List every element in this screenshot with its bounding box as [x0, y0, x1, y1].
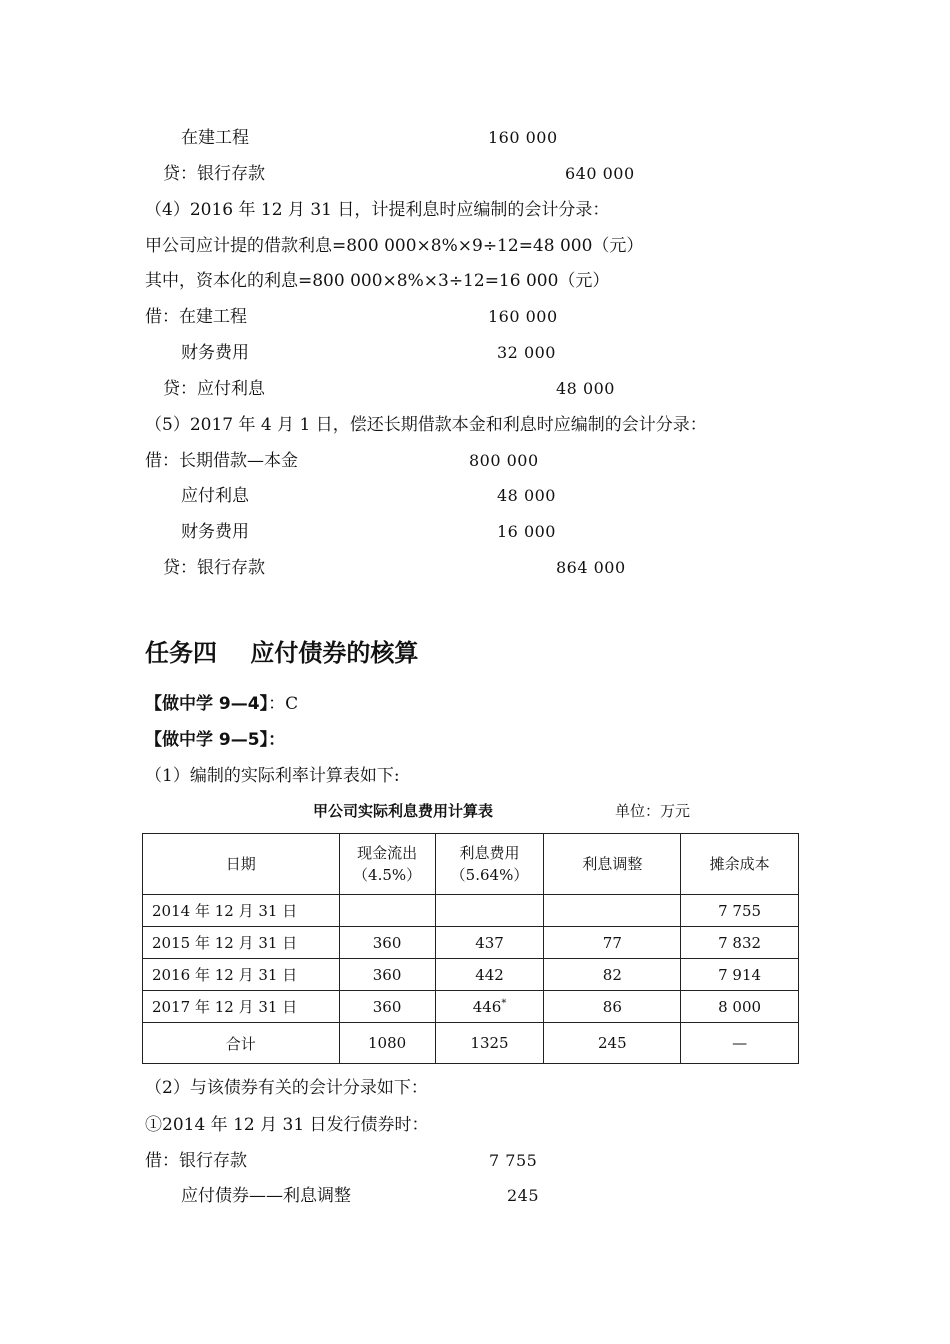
table-row — [143, 927, 799, 959]
exercise-line — [145, 729, 285, 751]
cell-cash: 360 — [339, 959, 435, 991]
entry-amount: 48 000 — [556, 379, 615, 398]
calculation-line: 甲公司应计提的借款利息=800 000×8%×9÷12=48 000（元） — [145, 236, 644, 256]
footnote-mark: * — [501, 997, 507, 1009]
table-total-row — [143, 1023, 799, 1064]
entry-amount: 48 000 — [497, 486, 556, 505]
header-interest-adjustment: 利息调整 — [544, 834, 681, 895]
header-cash-label: 现金流出 — [357, 844, 418, 862]
cell-date: 2015 年 12 月 31 日 — [143, 927, 340, 959]
cell-adjust: 82 — [544, 959, 681, 991]
header-interest-label: 利息费用 — [459, 844, 520, 862]
table-row — [143, 895, 799, 927]
cell-adjust: 77 — [544, 927, 681, 959]
cell-adjust: 86 — [544, 991, 681, 1023]
header-date: 日期 — [143, 834, 340, 895]
table-header-row — [143, 834, 799, 895]
cell-cash: 360 — [339, 927, 435, 959]
entry-amount: 640 000 — [565, 164, 635, 183]
entry-account: 贷：银行存款 — [163, 164, 265, 184]
cell-total-label: 合计 — [143, 1023, 340, 1064]
header-cash-rate: （4.5%） — [353, 866, 422, 884]
cell-interest: 442 — [435, 959, 544, 991]
entry-account: 贷：应付利息 — [163, 379, 265, 399]
entry-amount: 245 — [507, 1186, 540, 1205]
table-title: 甲公司实际利息费用计算表 — [313, 802, 494, 820]
sub-item-title: （1）编制的实际利率计算表如下: — [145, 766, 400, 786]
cell-interest — [435, 895, 544, 927]
cell-date: 2014 年 12 月 31 日 — [143, 895, 340, 927]
cell-amortized: 7 755 — [681, 895, 799, 927]
exercise-label: 【做中学 9—4】 — [145, 694, 269, 714]
cell-total-cash: 1080 — [339, 1023, 435, 1064]
cell-total-adjust: 245 — [544, 1023, 681, 1064]
cell-total-amortized: — — [681, 1023, 799, 1064]
cell-amortized: 7 832 — [681, 927, 799, 959]
item-title: （5）2017 年 4 月 1 日，偿还长期借款本金和利息时应编制的会计分录： — [145, 415, 707, 435]
header-cash-outflow — [339, 834, 435, 895]
section-heading: 任务四 应付债券的核算 — [145, 639, 419, 667]
header-interest-expense — [435, 834, 544, 895]
entry-account: 借：银行存款 — [145, 1151, 247, 1171]
cell-interest — [435, 991, 544, 1023]
entry-amount: 32 000 — [497, 343, 556, 362]
sub-item-title: ①2014 年 12 月 31 日发行债券时： — [145, 1115, 429, 1135]
entry-account: 财务费用 — [181, 343, 249, 363]
cell-cash: 360 — [339, 991, 435, 1023]
exercise-line — [145, 693, 298, 715]
entry-amount: 16 000 — [497, 522, 556, 541]
entry-account: 财务费用 — [181, 522, 249, 542]
entry-amount: 160 000 — [488, 307, 558, 326]
entry-account: 应付利息 — [181, 486, 249, 506]
entry-account: 借：长期借款—本金 — [145, 451, 298, 471]
entry-account: 借：在建工程 — [145, 307, 247, 327]
interest-schedule-table — [142, 833, 799, 1064]
cell-amortized: 7 914 — [681, 959, 799, 991]
entry-account: 贷：银行存款 — [163, 558, 265, 578]
exercise-answer: ：C — [268, 694, 299, 714]
table-unit: 单位：万元 — [615, 802, 691, 820]
header-interest-rate: （5.64%） — [450, 866, 529, 884]
cell-total-interest: 1325 — [435, 1023, 544, 1064]
entry-amount: 800 000 — [469, 451, 539, 470]
table-row — [143, 991, 799, 1023]
cell-interest-value: 446 — [472, 997, 502, 1016]
cell-date: 2017 年 12 月 31 日 — [143, 991, 340, 1023]
cell-interest: 437 — [435, 927, 544, 959]
entry-account: 在建工程 — [181, 128, 249, 148]
calculation-line: 其中，资本化的利息=800 000×8%×3÷12=16 000（元） — [145, 271, 610, 291]
header-amortized-cost: 摊余成本 — [681, 834, 799, 895]
entry-amount: 864 000 — [556, 558, 626, 577]
cell-amortized: 8 000 — [681, 991, 799, 1023]
cell-adjust — [544, 895, 681, 927]
exercise-label: 【做中学 9—5】 — [145, 730, 269, 750]
sub-item-title: （2）与该债券有关的会计分录如下： — [145, 1078, 428, 1098]
exercise-colon: ： — [268, 730, 286, 750]
entry-account: 应付债券——利息调整 — [181, 1186, 351, 1206]
table-row — [143, 959, 799, 991]
entry-amount: 7 755 — [489, 1151, 538, 1170]
entry-amount: 160 000 — [488, 128, 558, 147]
cell-date: 2016 年 12 月 31 日 — [143, 959, 340, 991]
cell-cash — [339, 895, 435, 927]
item-title: （4）2016 年 12 月 31 日，计提利息时应编制的会计分录： — [145, 200, 610, 220]
